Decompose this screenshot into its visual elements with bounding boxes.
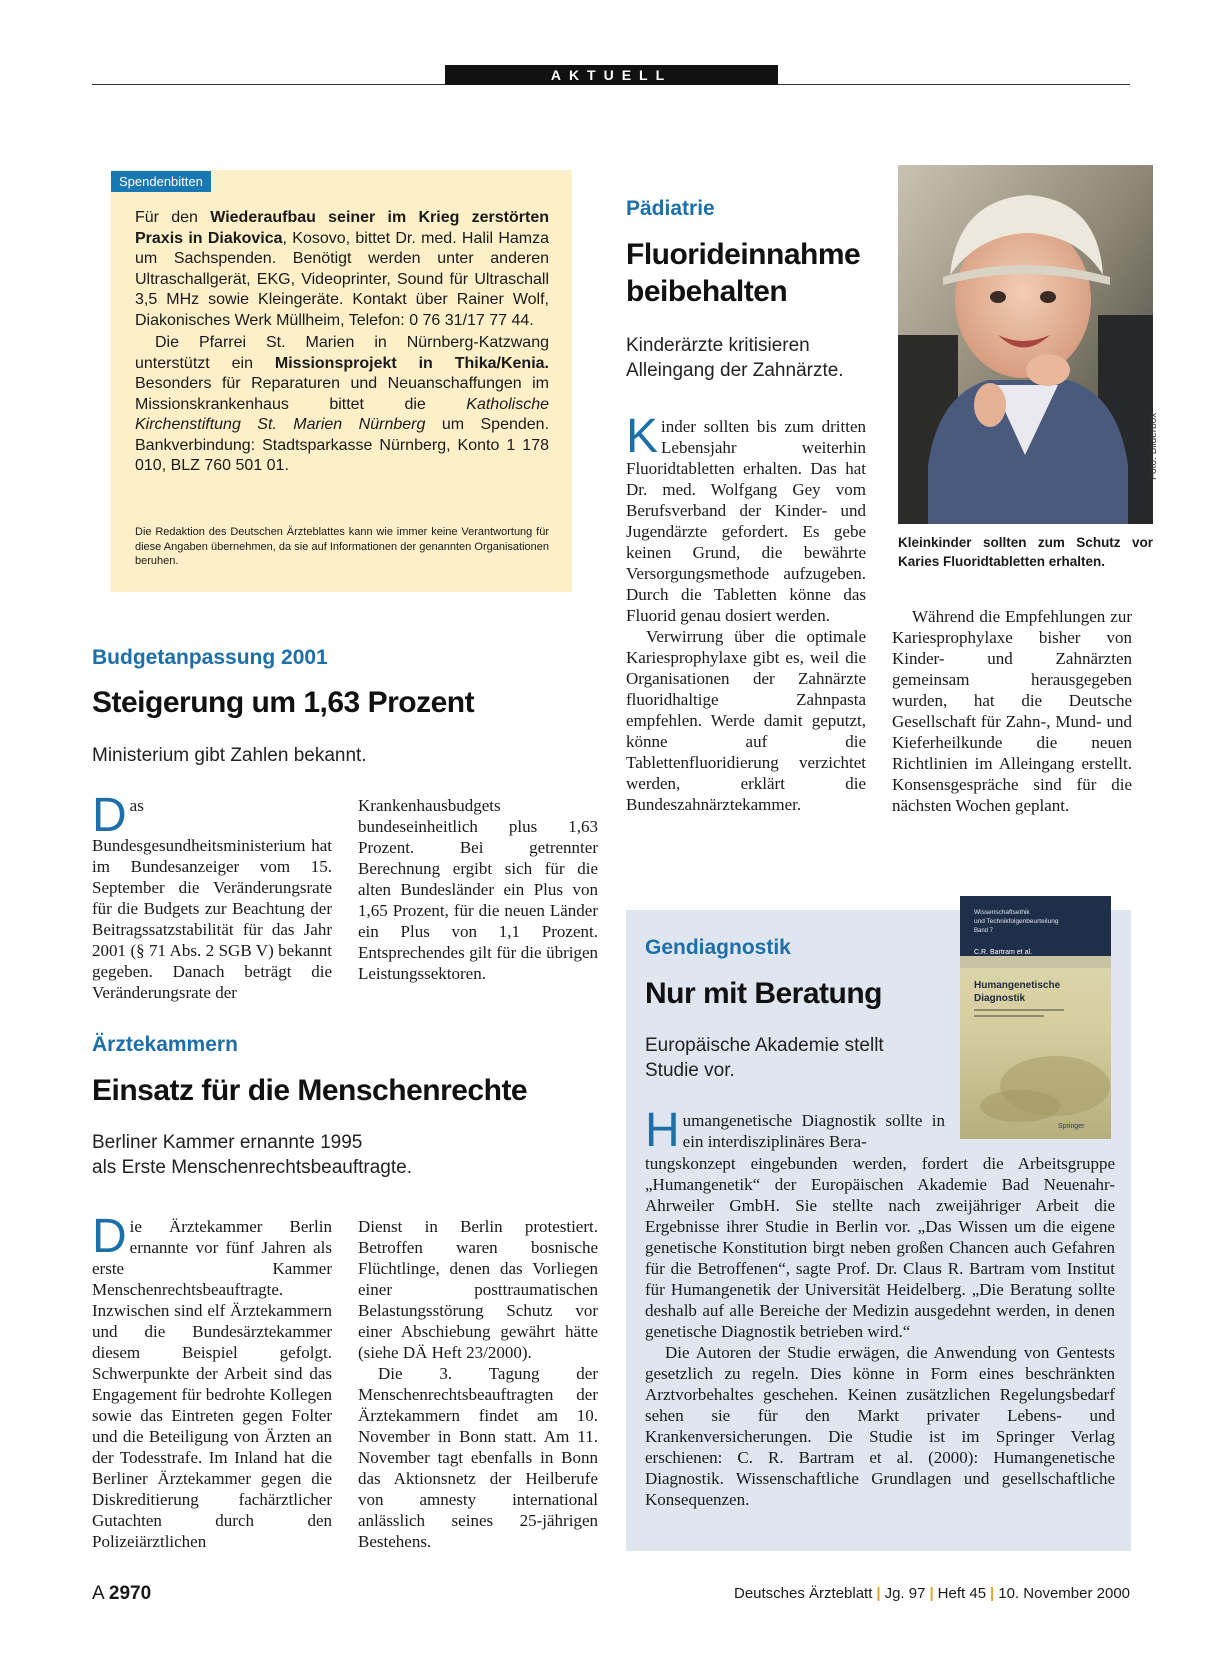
gendiagnostik-dropcap: H	[645, 1104, 680, 1157]
paediatrie-deck-line-2: Alleingang der Zahnärzte.	[626, 360, 844, 381]
budget-column-1	[92, 789, 332, 1003]
footer-volume: Jg. 97	[884, 1585, 926, 1602]
photo-caption: Kleinkinder sollten zum Schutz vor Karies Fluoridtabletten erhalten.	[898, 535, 1153, 569]
footer-separator: |	[929, 1585, 934, 1602]
gendiagnostik-paragraph-2: Die Autoren der Studie erwägen, die Anwendung von Gentests gesetzlich zu regeln. Dies könne in Form eines beschränkten Arztvorbehaltes geschehen. Keinen zusätzlichen Regelungsbedarf sehen sie für den Markt privater Lebens- und Krankenversicherungen. Die Studie ist im Springer Verlag erschienen: C. R. Bartram et al. (2000): Humangenetische Diagnostik. Wissenschaftliche Grundlagen und gesellschaftliche Konsequenzen.	[645, 1343, 1115, 1509]
gendiagnostik-kicker: Gendiagnostik	[645, 936, 791, 959]
kammern-column-2	[358, 1216, 598, 1552]
footer-issue: Heft 45	[937, 1585, 987, 1602]
kammern-deck-line-2: als Erste Menschenrechtsbeauftragte.	[92, 1157, 413, 1178]
gendiagnostik-intro-text: umangenetische Diagnostik sollte in ein interdisziplinäres Bera-	[682, 1111, 945, 1151]
footer-page-number	[92, 1583, 151, 1605]
paediatrie-column-1-paragraph-1	[626, 410, 866, 626]
budget-dropcap: D	[92, 789, 127, 842]
text-run: Besonders für Reparaturen und Neuanschaffungen im Missionskrankenhaus bittet die	[135, 375, 549, 413]
kammern-column-1	[92, 1210, 332, 1552]
gendiagnostik-intro	[645, 1104, 945, 1157]
photo-credit: Foto: Bilderbox	[1148, 412, 1159, 480]
kammern-deck	[92, 1130, 412, 1180]
book-title-line-2: Diagnostik	[974, 993, 1026, 1004]
gendiagnostik-deck	[645, 1033, 884, 1083]
gendiagnostik-deck-line-1: Europäische Akademie stellt	[645, 1035, 884, 1056]
book-cover	[960, 896, 1111, 1139]
paediatrie-dropcap: K	[626, 410, 659, 463]
text-run: Die Pfarrei St. Marien in Nürnberg-Katzwang unterstützt ein	[135, 334, 549, 372]
text-run: um Spenden. Bankverbindung: Stadtsparkasse Nürnberg, Konto 1 178 010, BLZ 760 501 01.	[135, 416, 550, 474]
budget-column-1-text: as Bundesgesundheitsministerium hat im Bundesanzeiger vom 15. September die Veränderungsrate für die Budgets zur Beachtung der Beitragssatzstabilität für das Jahr 2001 (§ 71 Abs. 2 SGB V) bekannt gegeben. Danach beträgt die Veränderungsrate der	[92, 796, 332, 1002]
kammern-column-2-paragraph-2: Die 3. Tagung der Menschenrechtsbeauftragten der Ärztekammern findet am 10. November in Bonn statt. Am 11. November tagt ebenfalls in Bonn das Aktionsnetz der Heilberufe von amnesty international anlässlich seines 25-jährigen Bestehens.	[358, 1364, 598, 1551]
text-run: Katholische Kirchenstiftung St. Marien Nürnberg	[135, 395, 549, 433]
footer-page-prefix: A	[92, 1583, 104, 1604]
footer-date: 10. November 2000	[998, 1585, 1130, 1602]
donation-paragraph-2	[135, 333, 549, 477]
footer-publication-info	[734, 1585, 1130, 1602]
budget-kicker: Budgetanpassung 2001	[92, 646, 328, 669]
paediatrie-column-1	[626, 410, 866, 815]
paediatrie-headline	[626, 236, 860, 310]
book-author: C.R. Bartram et al.	[974, 949, 1032, 956]
gendiagnostik-deck-line-2: Studie vor.	[645, 1060, 735, 1081]
footer-separator: |	[876, 1585, 881, 1602]
kammern-column-1-text: ie Ärztekammer Berlin ernannte vor fünf Jahren als erste Kammer Menschenrechtsbeauftragte. Inzwischen sind elf Ärztekammern und die Bundesärztekammer diesem Beispiel gefolgt. Schwerpunkte der Arbeit sind das Engagement für bedrohte Kollegen sowie das Eintreten gegen Folter und die Beteiligung von Ärzten an der Todesstrafe. Im Inland hat die Berliner Ärztekammer gegen die Diskreditierung fachärztlicher Gutachten durch den Polizeiärztlichen	[92, 1217, 332, 1551]
paediatrie-column-2: Während die Empfehlungen zur Kariesprophylaxe bisher von Kinder- und Zahnärzten gemeinsam herausgegeben wurden, hat die Deutsche Gesellschaft für Zahn-, Mund- und Kieferheilkunde die neuen Richtlinien im Alleingang erstellt. Konsensgespräche sind für die nächsten Wochen geplant.	[892, 607, 1132, 815]
donation-tag: Spendenbitten	[111, 171, 211, 192]
gendiagnostik-paragraph-1: tungskonzept eingebunden werden, fordert die Arbeitsgruppe „Humangenetik“ der Europäischen Akademie Bad Neuenahr-Ahrweiler GmbH. Sie stellte nach zweijähriger Arbeit die Ergebnisse ihrer Studie in Berlin vor. „Das Wissen um die eigene genetische Konstitution birgt neben großen Chancen auch Gefahren für die Betroffenen“, sagte Prof. Dr. Claus R. Bartram vom Institut für Humangenetik der Universität Heidelberg. „Die Beratung sollte deshalb auf alle Bereiche der Medizin ausgedehnt werden, in denen genetische Diagnostik betrieben wird.“	[645, 1154, 1115, 1341]
section-banner: AKTUELL	[445, 65, 778, 85]
footer-separator: |	[990, 1585, 995, 1602]
text-run: , Kosovo, bittet Dr. med. Halil Hamza um Sachspenden. Benötigt werden unter anderen Ultraschallgerät, EKG, Videoprinter, Sound für Ultraschall 3,5 MHz sowie Kleingeräte. Kontakt über Rainer Wolf, Diakonisches Werk Müllheim, Telefon: 0 76 31/17 77 44.	[135, 229, 550, 329]
paediatrie-deck	[626, 333, 844, 383]
book-series-line-1: Wissenschaftsethik	[974, 909, 1030, 916]
budget-column-2: Krankenhausbudgets bundeseinheitlich plus 1,63 Prozent. Bei getrennter Berechnung ergibt sich für die alten Bundesländer ein Plus von 1,65 Prozent, für die neuen Länder ein Plus von 1,1 Prozent. Entsprechendes gilt für die übrigen Leistungssektoren.	[358, 796, 598, 983]
footer-journal: Deutsches Ärzteblatt	[733, 1585, 873, 1602]
footer-page-value: 2970	[108, 1583, 152, 1604]
text-run: Missionsprojekt in Thika/Kenia.	[274, 354, 549, 372]
budget-headline: Steigerung um 1,63 Prozent	[92, 686, 475, 719]
book-series-line-3: Band 7	[974, 928, 994, 934]
kammern-headline: Einsatz für die Menschenrechte	[92, 1074, 528, 1107]
book-publisher: Springer	[1058, 1123, 1085, 1130]
gendiagnostik-body	[645, 1153, 1115, 1510]
donation-text	[135, 208, 549, 477]
text-run: Für den	[135, 209, 211, 226]
paediatrie-kicker: Pädiatrie	[626, 197, 715, 220]
kammern-deck-line-1: Berliner Kammer ernannte 1995	[92, 1132, 363, 1153]
donation-paragraph-1	[135, 208, 549, 331]
kammern-dropcap: D	[92, 1210, 127, 1263]
paediatrie-column-1-paragraph-1-text: inder sollten bis zum dritten Lebensjahr weiterhin Fluoridtabletten erhalten. Das hat Dr. med. Wolfgang Gey vom Berufsverband der Kinder- und Jugendärzte gefordert. Es gebe keinen Grund, die bewährte Versorgungsmethode aufzugeben. Durch die Tabletten könne das Fluorid genau dosiert werden.	[626, 417, 866, 625]
paediatrie-column-1-paragraph-2: Verwirrung über die optimale Kariesprophylaxe gibt es, weil die Organisationen der Zahnärzte fluoridhaltige Zahnpasta empfehlen. Werde damit geputzt, könne auf die Tablettenfluoridierung verzichtet werden, erklärt die Bundeszahnärztekammer.	[626, 627, 866, 814]
donation-disclaimer: Die Redaktion des Deutschen Ärzteblattes kann wie immer keine Verantwortung für diese Angaben übernehmen, da sie auf Informationen der genannten Organisationen beruhen.	[135, 526, 549, 567]
kammern-column-2-paragraph-1: Dienst in Berlin protestiert. Betroffen waren bosnische Flüchtlinge, denen das Vorliegen einer posttraumatischen Belastungsstörung Schutz vor einer Abschiebung gewährt hätte (siehe DÄ Heft 23/2000).	[358, 1217, 598, 1362]
gendiagnostik-headline: Nur mit Beratung	[645, 977, 883, 1010]
kammern-kicker: Ärztekammern	[92, 1033, 238, 1056]
paediatrie-deck-line-1: Kinderärzte kritisieren	[626, 335, 810, 356]
baby-photo	[898, 165, 1153, 524]
budget-deck: Ministerium gibt Zahlen bekannt.	[92, 745, 367, 766]
paediatrie-headline-line-1: Fluorideinnahme	[626, 238, 861, 271]
book-series-line-2: und Technikfolgenbeurteilung	[974, 918, 1059, 925]
text-run: Wiederaufbau seiner im Krieg zerstörten Praxis in Diakovica	[135, 209, 549, 247]
book-title-line-1: Humangenetische	[974, 980, 1061, 991]
paediatrie-headline-line-2: beibehalten	[626, 275, 788, 308]
